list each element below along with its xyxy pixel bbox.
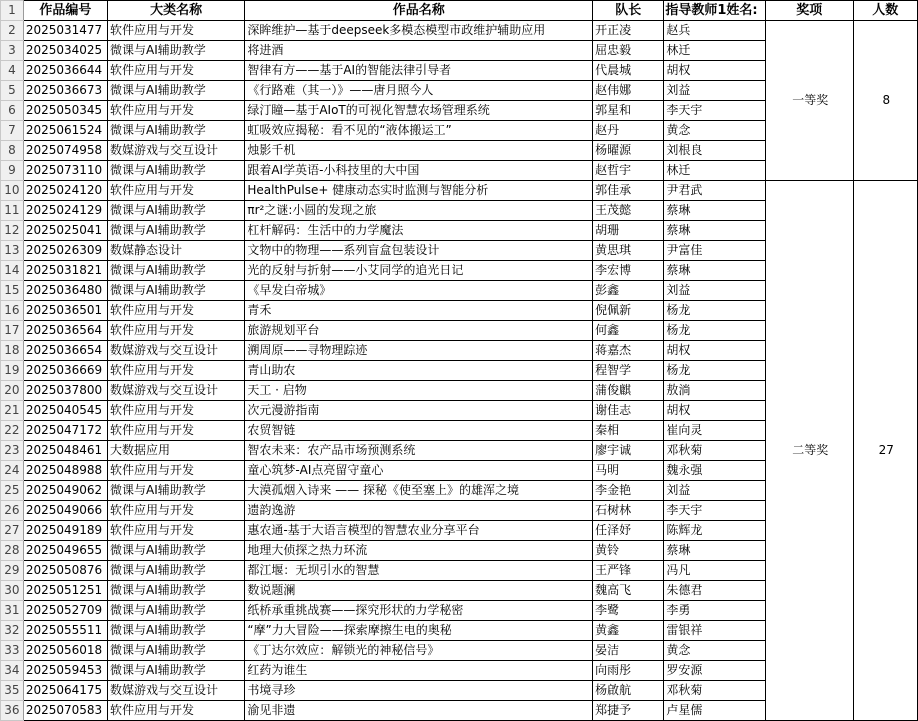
row-number[interactable]: 16 <box>1 301 24 321</box>
cell-leader[interactable]: 彭鑫 <box>593 281 664 301</box>
cell-name[interactable]: 青禾 <box>245 301 593 321</box>
cell-id[interactable]: 2025036501 <box>23 301 107 321</box>
cell-teacher[interactable]: 李勇 <box>664 601 766 621</box>
cell-category[interactable]: 微课与AI辅助教学 <box>107 81 244 101</box>
cell-category[interactable]: 大数据应用 <box>107 441 244 461</box>
cell-category[interactable]: 软件应用与开发 <box>107 501 244 521</box>
row-number[interactable]: 8 <box>1 141 24 161</box>
header-count[interactable]: 人数 <box>853 1 917 21</box>
cell-teacher[interactable]: 林迁 <box>664 161 766 181</box>
cell-leader[interactable]: 郑捷予 <box>593 701 664 721</box>
cell-leader[interactable]: 王茂懿 <box>593 201 664 221</box>
cell-id[interactable]: 2025052709 <box>23 601 107 621</box>
cell-category[interactable]: 微课与AI辅助教学 <box>107 541 244 561</box>
cell-teacher[interactable]: 胡权 <box>664 401 766 421</box>
cell-name[interactable]: 杠杆解码：生活中的力学魔法 <box>245 221 593 241</box>
row-number[interactable]: 19 <box>1 361 24 381</box>
cell-teacher[interactable]: 杨龙 <box>664 301 766 321</box>
cell-leader[interactable]: 黄鑫 <box>593 621 664 641</box>
cell-teacher[interactable]: 刘益 <box>664 281 766 301</box>
cell-id[interactable]: 2025073110 <box>23 161 107 181</box>
cell-category[interactable]: 微课与AI辅助教学 <box>107 641 244 661</box>
cell-category[interactable]: 软件应用与开发 <box>107 521 244 541</box>
cell-category[interactable]: 软件应用与开发 <box>107 101 244 121</box>
row-number[interactable]: 26 <box>1 501 24 521</box>
cell-id[interactable]: 2025024120 <box>23 181 107 201</box>
row-number[interactable]: 35 <box>1 681 24 701</box>
cell-leader[interactable]: 蒋嘉杰 <box>593 341 664 361</box>
cell-name[interactable]: 溯周原——寻物理踪迹 <box>245 341 593 361</box>
header-leader[interactable]: 队长 <box>593 1 664 21</box>
row-number[interactable]: 9 <box>1 161 24 181</box>
cell-name[interactable]: 智律有方——基于AI的智能法律引导者 <box>245 61 593 81</box>
cell-category[interactable]: 微课与AI辅助教学 <box>107 281 244 301</box>
cell-count[interactable]: 27 <box>853 181 917 721</box>
cell-leader[interactable]: 黄铃 <box>593 541 664 561</box>
table-row <box>1 181 918 201</box>
cell-category[interactable]: 微课与AI辅助教学 <box>107 661 244 681</box>
row-number[interactable]: 4 <box>1 61 24 81</box>
header-row <box>1 1 918 21</box>
cell-leader[interactable]: 秦相 <box>593 421 664 441</box>
row-number[interactable]: 1 <box>1 1 24 21</box>
cell-leader[interactable]: 廖宇诚 <box>593 441 664 461</box>
cell-teacher[interactable]: 蔡琳 <box>664 201 766 221</box>
cell-name[interactable]: 都江堰：无坝引水的智慧 <box>245 561 593 581</box>
cell-teacher[interactable]: 赵兵 <box>664 21 766 41</box>
cell-leader[interactable]: 魏高飞 <box>593 581 664 601</box>
cell-id[interactable]: 2025037800 <box>23 381 107 401</box>
cell-leader[interactable]: 蒲俊麒 <box>593 381 664 401</box>
row-number[interactable]: 12 <box>1 221 24 241</box>
cell-name[interactable]: “摩”力大冒险——探索摩擦生电的奥秘 <box>245 621 593 641</box>
row-number[interactable]: 29 <box>1 561 24 581</box>
cell-category[interactable]: 软件应用与开发 <box>107 21 244 41</box>
cell-leader[interactable]: 黄思琪 <box>593 241 664 261</box>
cell-category[interactable]: 数媒游戏与交互设计 <box>107 341 244 361</box>
cell-name[interactable]: 惠农通-基于大语言模型的智慧农业分享平台 <box>245 521 593 541</box>
header-name[interactable]: 作品名称 <box>245 1 593 21</box>
cell-leader[interactable]: 李金艳 <box>593 481 664 501</box>
header-award[interactable]: 奖项 <box>766 1 853 21</box>
cell-id[interactable]: 2025036480 <box>23 281 107 301</box>
row-number[interactable]: 21 <box>1 401 24 421</box>
cell-teacher[interactable]: 李天宇 <box>664 501 766 521</box>
cell-name[interactable]: 童心筑梦-AI点亮留守童心 <box>245 461 593 481</box>
cell-leader[interactable]: 王严锋 <box>593 561 664 581</box>
cell-leader[interactable]: 马明 <box>593 461 664 481</box>
cell-teacher[interactable]: 李天宇 <box>664 101 766 121</box>
row-number[interactable]: 2 <box>1 21 24 41</box>
cell-leader[interactable]: 胡珊 <box>593 221 664 241</box>
cell-leader[interactable]: 赵伟娜 <box>593 81 664 101</box>
cell-category[interactable]: 微课与AI辅助教学 <box>107 581 244 601</box>
cell-name[interactable]: 遗韵逸游 <box>245 501 593 521</box>
cell-teacher[interactable]: 敖淌 <box>664 381 766 401</box>
cell-id[interactable]: 2025036654 <box>23 341 107 361</box>
cell-id[interactable]: 2025040545 <box>23 401 107 421</box>
cell-name[interactable]: 书境寻珍 <box>245 681 593 701</box>
cell-category[interactable]: 微课与AI辅助教学 <box>107 481 244 501</box>
cell-award[interactable]: 一等奖 <box>766 21 853 181</box>
cell-id[interactable]: 2025059453 <box>23 661 107 681</box>
cell-leader[interactable]: 开正凌 <box>593 21 664 41</box>
cell-leader[interactable]: 程智学 <box>593 361 664 381</box>
row-number[interactable]: 25 <box>1 481 24 501</box>
cell-name[interactable]: 深眸维护—基于deepseek多模态模型市政维护辅助应用 <box>245 21 593 41</box>
cell-name[interactable]: 文物中的物理——系列盲盒包装设计 <box>245 241 593 261</box>
cell-teacher[interactable]: 黄念 <box>664 641 766 661</box>
cell-teacher[interactable]: 雷银祥 <box>664 621 766 641</box>
cell-leader[interactable]: 倪佩新 <box>593 301 664 321</box>
cell-id[interactable]: 2025055511 <box>23 621 107 641</box>
cell-leader[interactable]: 杨曜源 <box>593 141 664 161</box>
cell-name[interactable]: 渝见非遗 <box>245 701 593 721</box>
cell-teacher[interactable]: 邓秋菊 <box>664 681 766 701</box>
cell-teacher[interactable]: 杨龙 <box>664 321 766 341</box>
cell-id[interactable]: 2025050345 <box>23 101 107 121</box>
cell-category[interactable]: 数媒静态设计 <box>107 241 244 261</box>
cell-name[interactable]: 地理大侦探之热力环流 <box>245 541 593 561</box>
cell-leader[interactable]: 谢佳志 <box>593 401 664 421</box>
cell-teacher[interactable]: 尹富佳 <box>664 241 766 261</box>
cell-teacher[interactable]: 冯凡 <box>664 561 766 581</box>
cell-name[interactable]: 跟着AI学英语-小科技里的大中国 <box>245 161 593 181</box>
cell-name[interactable]: 《早发白帝城》 <box>245 281 593 301</box>
row-number[interactable]: 23 <box>1 441 24 461</box>
cell-id[interactable]: 2025050876 <box>23 561 107 581</box>
cell-name[interactable]: 青山助农 <box>245 361 593 381</box>
row-number[interactable]: 7 <box>1 121 24 141</box>
cell-name[interactable]: HealthPulse+ 健康动态实时监测与智能分析 <box>245 181 593 201</box>
cell-teacher[interactable]: 魏永强 <box>664 461 766 481</box>
cell-leader[interactable]: 李宏博 <box>593 261 664 281</box>
cell-award[interactable]: 二等奖 <box>766 181 853 721</box>
cell-id[interactable]: 2025049189 <box>23 521 107 541</box>
cell-leader[interactable]: 向雨彤 <box>593 661 664 681</box>
cell-id[interactable]: 2025051251 <box>23 581 107 601</box>
cell-name[interactable]: 纸桥承重挑战赛——探究形状的力学秘密 <box>245 601 593 621</box>
cell-id[interactable]: 2025034025 <box>23 41 107 61</box>
row-number[interactable]: 28 <box>1 541 24 561</box>
cell-leader[interactable]: 杨啟航 <box>593 681 664 701</box>
cell-category[interactable]: 数媒游戏与交互设计 <box>107 681 244 701</box>
row-number[interactable]: 24 <box>1 461 24 481</box>
cell-category[interactable]: 软件应用与开发 <box>107 401 244 421</box>
row-number[interactable]: 20 <box>1 381 24 401</box>
cell-name[interactable]: 数说题澜 <box>245 581 593 601</box>
cell-category[interactable]: 微课与AI辅助教学 <box>107 261 244 281</box>
cell-category[interactable]: 微课与AI辅助教学 <box>107 601 244 621</box>
cell-name[interactable]: 旅游规划平台 <box>245 321 593 341</box>
row-number[interactable]: 30 <box>1 581 24 601</box>
cell-id[interactable]: 2025024129 <box>23 201 107 221</box>
cell-teacher[interactable]: 蔡琳 <box>664 221 766 241</box>
cell-name[interactable]: 次元漫游指南 <box>245 401 593 421</box>
cell-teacher[interactable]: 陈辉龙 <box>664 521 766 541</box>
cell-leader[interactable]: 晏洁 <box>593 641 664 661</box>
cell-teacher[interactable]: 杨龙 <box>664 361 766 381</box>
table-row <box>1 21 918 41</box>
cell-name[interactable]: 光的反射与折射——小艾同学的追光日记 <box>245 261 593 281</box>
cell-leader[interactable]: 代晨城 <box>593 61 664 81</box>
header-teacher[interactable]: 指导教师1姓名: <box>664 1 766 21</box>
cell-teacher[interactable]: 卢星儒 <box>664 701 766 721</box>
row-number[interactable]: 10 <box>1 181 24 201</box>
row-number[interactable]: 14 <box>1 261 24 281</box>
cell-category[interactable]: 微课与AI辅助教学 <box>107 621 244 641</box>
cell-name[interactable]: 将进酒 <box>245 41 593 61</box>
cell-teacher[interactable]: 蔡琳 <box>664 261 766 281</box>
cell-leader[interactable]: 李鹭 <box>593 601 664 621</box>
cell-leader[interactable]: 郭星和 <box>593 101 664 121</box>
cell-name[interactable]: 《丁达尔效应：解锁光的神秘信号》 <box>245 641 593 661</box>
cell-name[interactable]: 大漠孤烟入诗来 —— 探秘《使至塞上》的雄浑之境 <box>245 481 593 501</box>
cell-leader[interactable]: 石树林 <box>593 501 664 521</box>
cell-id[interactable]: 2025049066 <box>23 501 107 521</box>
cell-id[interactable]: 2025074958 <box>23 141 107 161</box>
row-number[interactable]: 18 <box>1 341 24 361</box>
cell-leader[interactable]: 赵丹 <box>593 121 664 141</box>
header-category[interactable]: 大类名称 <box>107 1 244 21</box>
row-number[interactable]: 15 <box>1 281 24 301</box>
cell-category[interactable]: 软件应用与开发 <box>107 701 244 721</box>
cell-category[interactable]: 软件应用与开发 <box>107 421 244 441</box>
cell-name[interactable]: 绿汀瞳—基于AIoT的可视化智慧农场管理系统 <box>245 101 593 121</box>
cell-teacher[interactable]: 罗安源 <box>664 661 766 681</box>
cell-name[interactable]: 《行路难（其一）》——唐月照今人 <box>245 81 593 101</box>
row-number[interactable]: 3 <box>1 41 24 61</box>
cell-teacher[interactable]: 朱德君 <box>664 581 766 601</box>
cell-id[interactable]: 2025048461 <box>23 441 107 461</box>
cell-name[interactable]: 红药为谁生 <box>245 661 593 681</box>
cell-teacher[interactable]: 刘益 <box>664 481 766 501</box>
cell-name[interactable]: 天工 · 启物 <box>245 381 593 401</box>
row-number[interactable]: 13 <box>1 241 24 261</box>
cell-name[interactable]: 智农未来：农产品市场预测系统 <box>245 441 593 461</box>
row-number[interactable]: 36 <box>1 701 24 721</box>
cell-id[interactable]: 2025070583 <box>23 701 107 721</box>
cell-id[interactable]: 2025026309 <box>23 241 107 261</box>
row-number[interactable]: 17 <box>1 321 24 341</box>
cell-teacher[interactable]: 胡权 <box>664 341 766 361</box>
row-number[interactable]: 27 <box>1 521 24 541</box>
cell-count[interactable]: 8 <box>853 21 917 181</box>
row-number[interactable]: 22 <box>1 421 24 441</box>
cell-category[interactable]: 软件应用与开发 <box>107 301 244 321</box>
cell-name[interactable]: 农贸智链 <box>245 421 593 441</box>
cell-id[interactable]: 2025064175 <box>23 681 107 701</box>
cell-teacher[interactable]: 尹君武 <box>664 181 766 201</box>
row-number[interactable]: 34 <box>1 661 24 681</box>
cell-category[interactable]: 软件应用与开发 <box>107 181 244 201</box>
cell-category[interactable]: 数媒游戏与交互设计 <box>107 381 244 401</box>
cell-teacher[interactable]: 刘益 <box>664 81 766 101</box>
cell-id[interactable]: 2025036644 <box>23 61 107 81</box>
cell-id[interactable]: 2025061524 <box>23 121 107 141</box>
cell-id[interactable]: 2025036564 <box>23 321 107 341</box>
cell-category[interactable]: 微课与AI辅助教学 <box>107 221 244 241</box>
cell-id[interactable]: 2025048988 <box>23 461 107 481</box>
cell-id[interactable]: 2025031821 <box>23 261 107 281</box>
cell-category[interactable]: 软件应用与开发 <box>107 321 244 341</box>
cell-name[interactable]: 烛影千机 <box>245 141 593 161</box>
cell-category[interactable]: 微课与AI辅助教学 <box>107 41 244 61</box>
cell-leader[interactable]: 赵哲宇 <box>593 161 664 181</box>
cell-id[interactable]: 2025036673 <box>23 81 107 101</box>
cell-id[interactable]: 2025049062 <box>23 481 107 501</box>
cell-id[interactable]: 2025036669 <box>23 361 107 381</box>
cell-teacher[interactable]: 林迁 <box>664 41 766 61</box>
cell-id[interactable]: 2025056018 <box>23 641 107 661</box>
row-number[interactable]: 5 <box>1 81 24 101</box>
cell-leader[interactable]: 何鑫 <box>593 321 664 341</box>
row-number[interactable]: 31 <box>1 601 24 621</box>
cell-category[interactable]: 软件应用与开发 <box>107 361 244 381</box>
cell-name[interactable]: 虹吸效应揭秘：看不见的“液体搬运工” <box>245 121 593 141</box>
cell-id[interactable]: 2025031477 <box>23 21 107 41</box>
cell-category[interactable]: 微课与AI辅助教学 <box>107 161 244 181</box>
row-number[interactable]: 6 <box>1 101 24 121</box>
cell-teacher[interactable]: 胡权 <box>664 61 766 81</box>
cell-category[interactable]: 微课与AI辅助教学 <box>107 121 244 141</box>
cell-name[interactable]: πr²之谜:小圆的发现之旅 <box>245 201 593 221</box>
cell-leader[interactable]: 屈忠毅 <box>593 41 664 61</box>
cell-teacher[interactable]: 邓秋菊 <box>664 441 766 461</box>
cell-id[interactable]: 2025049655 <box>23 541 107 561</box>
cell-leader[interactable]: 任泽妤 <box>593 521 664 541</box>
row-number[interactable]: 33 <box>1 641 24 661</box>
cell-teacher[interactable]: 蔡琳 <box>664 541 766 561</box>
row-number[interactable]: 11 <box>1 201 24 221</box>
cell-category[interactable]: 数媒游戏与交互设计 <box>107 141 244 161</box>
cell-id[interactable]: 2025025041 <box>23 221 107 241</box>
cell-teacher[interactable]: 黄念 <box>664 121 766 141</box>
cell-id[interactable]: 2025047172 <box>23 421 107 441</box>
header-id[interactable]: 作品编号 <box>23 1 107 21</box>
cell-category[interactable]: 微课与AI辅助教学 <box>107 561 244 581</box>
cell-leader[interactable]: 郭佳承 <box>593 181 664 201</box>
cell-category[interactable]: 软件应用与开发 <box>107 61 244 81</box>
cell-teacher[interactable]: 刘根良 <box>664 141 766 161</box>
cell-category[interactable]: 微课与AI辅助教学 <box>107 201 244 221</box>
cell-teacher[interactable]: 崔向灵 <box>664 421 766 441</box>
cell-category[interactable]: 软件应用与开发 <box>107 461 244 481</box>
row-number[interactable]: 32 <box>1 621 24 641</box>
